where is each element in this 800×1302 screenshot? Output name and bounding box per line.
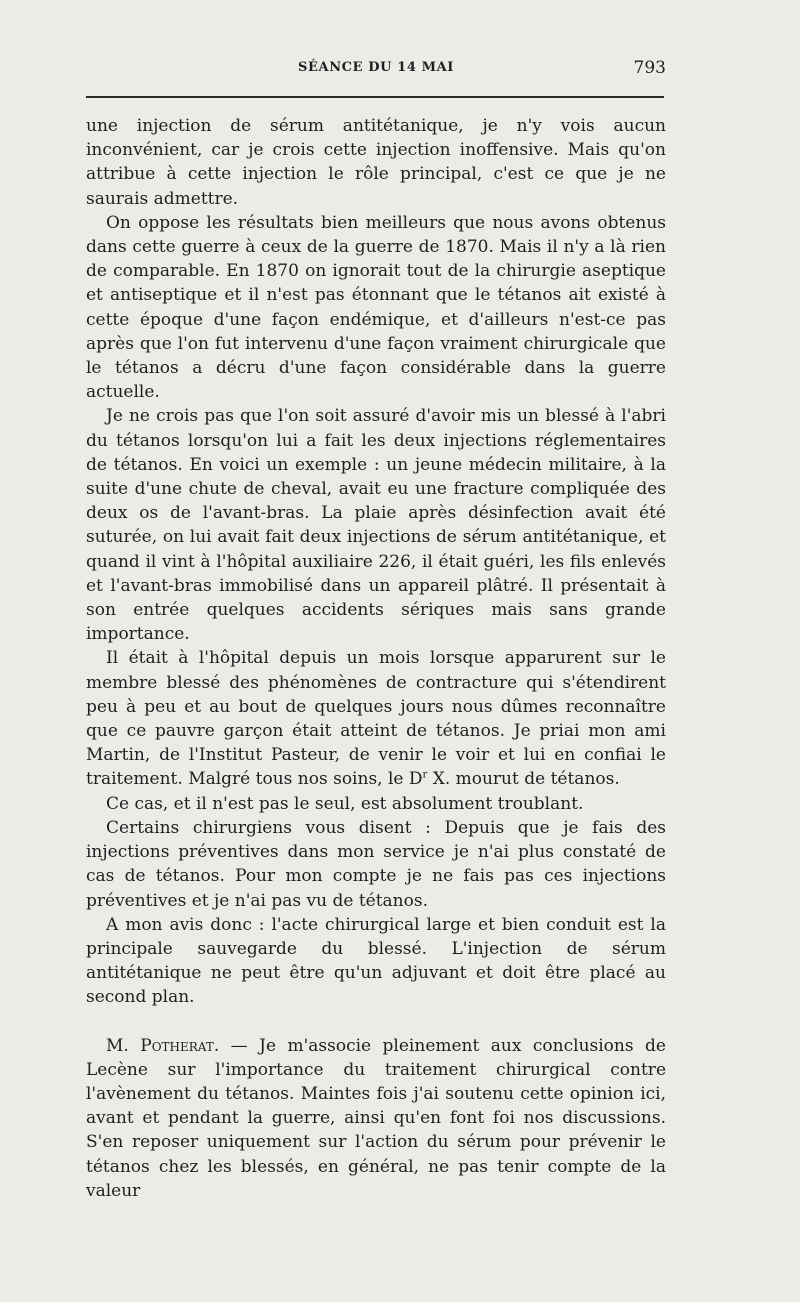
paragraph-4-text: Il était à l'hôpital depuis un mois lorsque apparurent sur le membre blessé des phénomènes de contracture qui s'étendirent peu à peu et au bout de quelques jours nous dûmes reconnaître que ce pauvre garçon était atteint de tétanos. Je priai mon ami Martin, de l'Institut Pasteur, de venir le voir et lui en confiai le traitement. Malgré tous nos soins, le (86, 648, 666, 790)
paragraph-8 (86, 1034, 666, 1203)
doctor-sup: r (422, 769, 428, 781)
paragraph-1: une injection de sérum antitétanique, je n'y vois aucun inconvénient, car je crois cette injection inoffensive. Mais qu'on attribue à cette injection le rôle principal, c'est ce que je ne saurais admettre. (86, 116, 666, 209)
paragraph-8-text: — Je m'associe pleinement aux conclusions de Lecène sur l'importance du traitement chirurgical contre l'avènement du tétanos. Maintes fois j'ai soutenu cette opinion ici, avant et pendant la guerre, ainsi qu'en font foi nos discussions. S'en reposer uniquement sur l'action du sérum pour prévenir le tétanos chez les blessés, en général, ne pas tenir compte de la valeur (86, 1035, 666, 1201)
paragraph-5: Ce cas, et il n'est pas le seul, est absolument troublant. (106, 793, 584, 814)
paragraph-7: A mon avis donc : l'acte chirurgical large et bien conduit est la principale sauvegarde du blessé. L'injection de sérum antitétanique ne peut être qu'un adjuvant et doit être placé au second plan. (86, 914, 666, 1008)
page-number: 793 (633, 58, 666, 78)
doctor-rest: X. mourut de tétanos. (427, 769, 620, 790)
speaker-prefix: M. (106, 1035, 141, 1056)
page-header (86, 60, 666, 86)
speaker-name: Potherat. (140, 1035, 220, 1056)
running-head: SÉANCE DU 14 MAI (298, 60, 454, 75)
doctor-abbrev: D (408, 769, 423, 790)
paragraph-3: Je ne crois pas que l'on soit assuré d'avoir mis un blessé à l'abri du tétanos lorsqu'on lui a fait les deux injections réglementaires de tétanos. En voici un exemple : un jeune médecin militaire, à la suite d'une chute de cheval, avait eu une fracture compliquée des deux os de l'avant-bras. La plaie après désinfection avait été suturée, on lui avait fait deux injections de sérum antitétanique, et quand il vint à l'hôpital auxiliaire 226, il était guéri, les fils enlevés et l'avant-bras immobilisé dans un appareil plâtré. Il présentait à son entrée quelques accidents sériques mais sans grande importance. (86, 406, 666, 645)
article-body (86, 114, 666, 1203)
paragraph-6: Certains chirurgiens vous disent : Depuis que je fais des injections préventives dans mon service je n'ai plus constaté de cas de tétanos. Pour mon compte je ne fais pas ces injections préventives et je n'ai pas vu de tétanos. (86, 817, 666, 911)
header-rule (86, 96, 664, 98)
paragraph-4 (86, 646, 666, 791)
paragraph-2: On oppose les résultats bien meilleurs que nous avons obtenus dans cette guerre à ceux de la guerre de 1870. Mais il n'y a là rien de comparable. En 1870 on ignorait tout de la chirurgie aseptique et antiseptique et il n'est pas étonnant que le tétanos ait existé à cette époque d'une façon endémique, et d'ailleurs n'est-ce pas après que l'on fut intervenu d'une façon vraiment chirurgicale que le tétanos a décru d'une façon considérable dans la guerre actuelle. (86, 212, 666, 403)
